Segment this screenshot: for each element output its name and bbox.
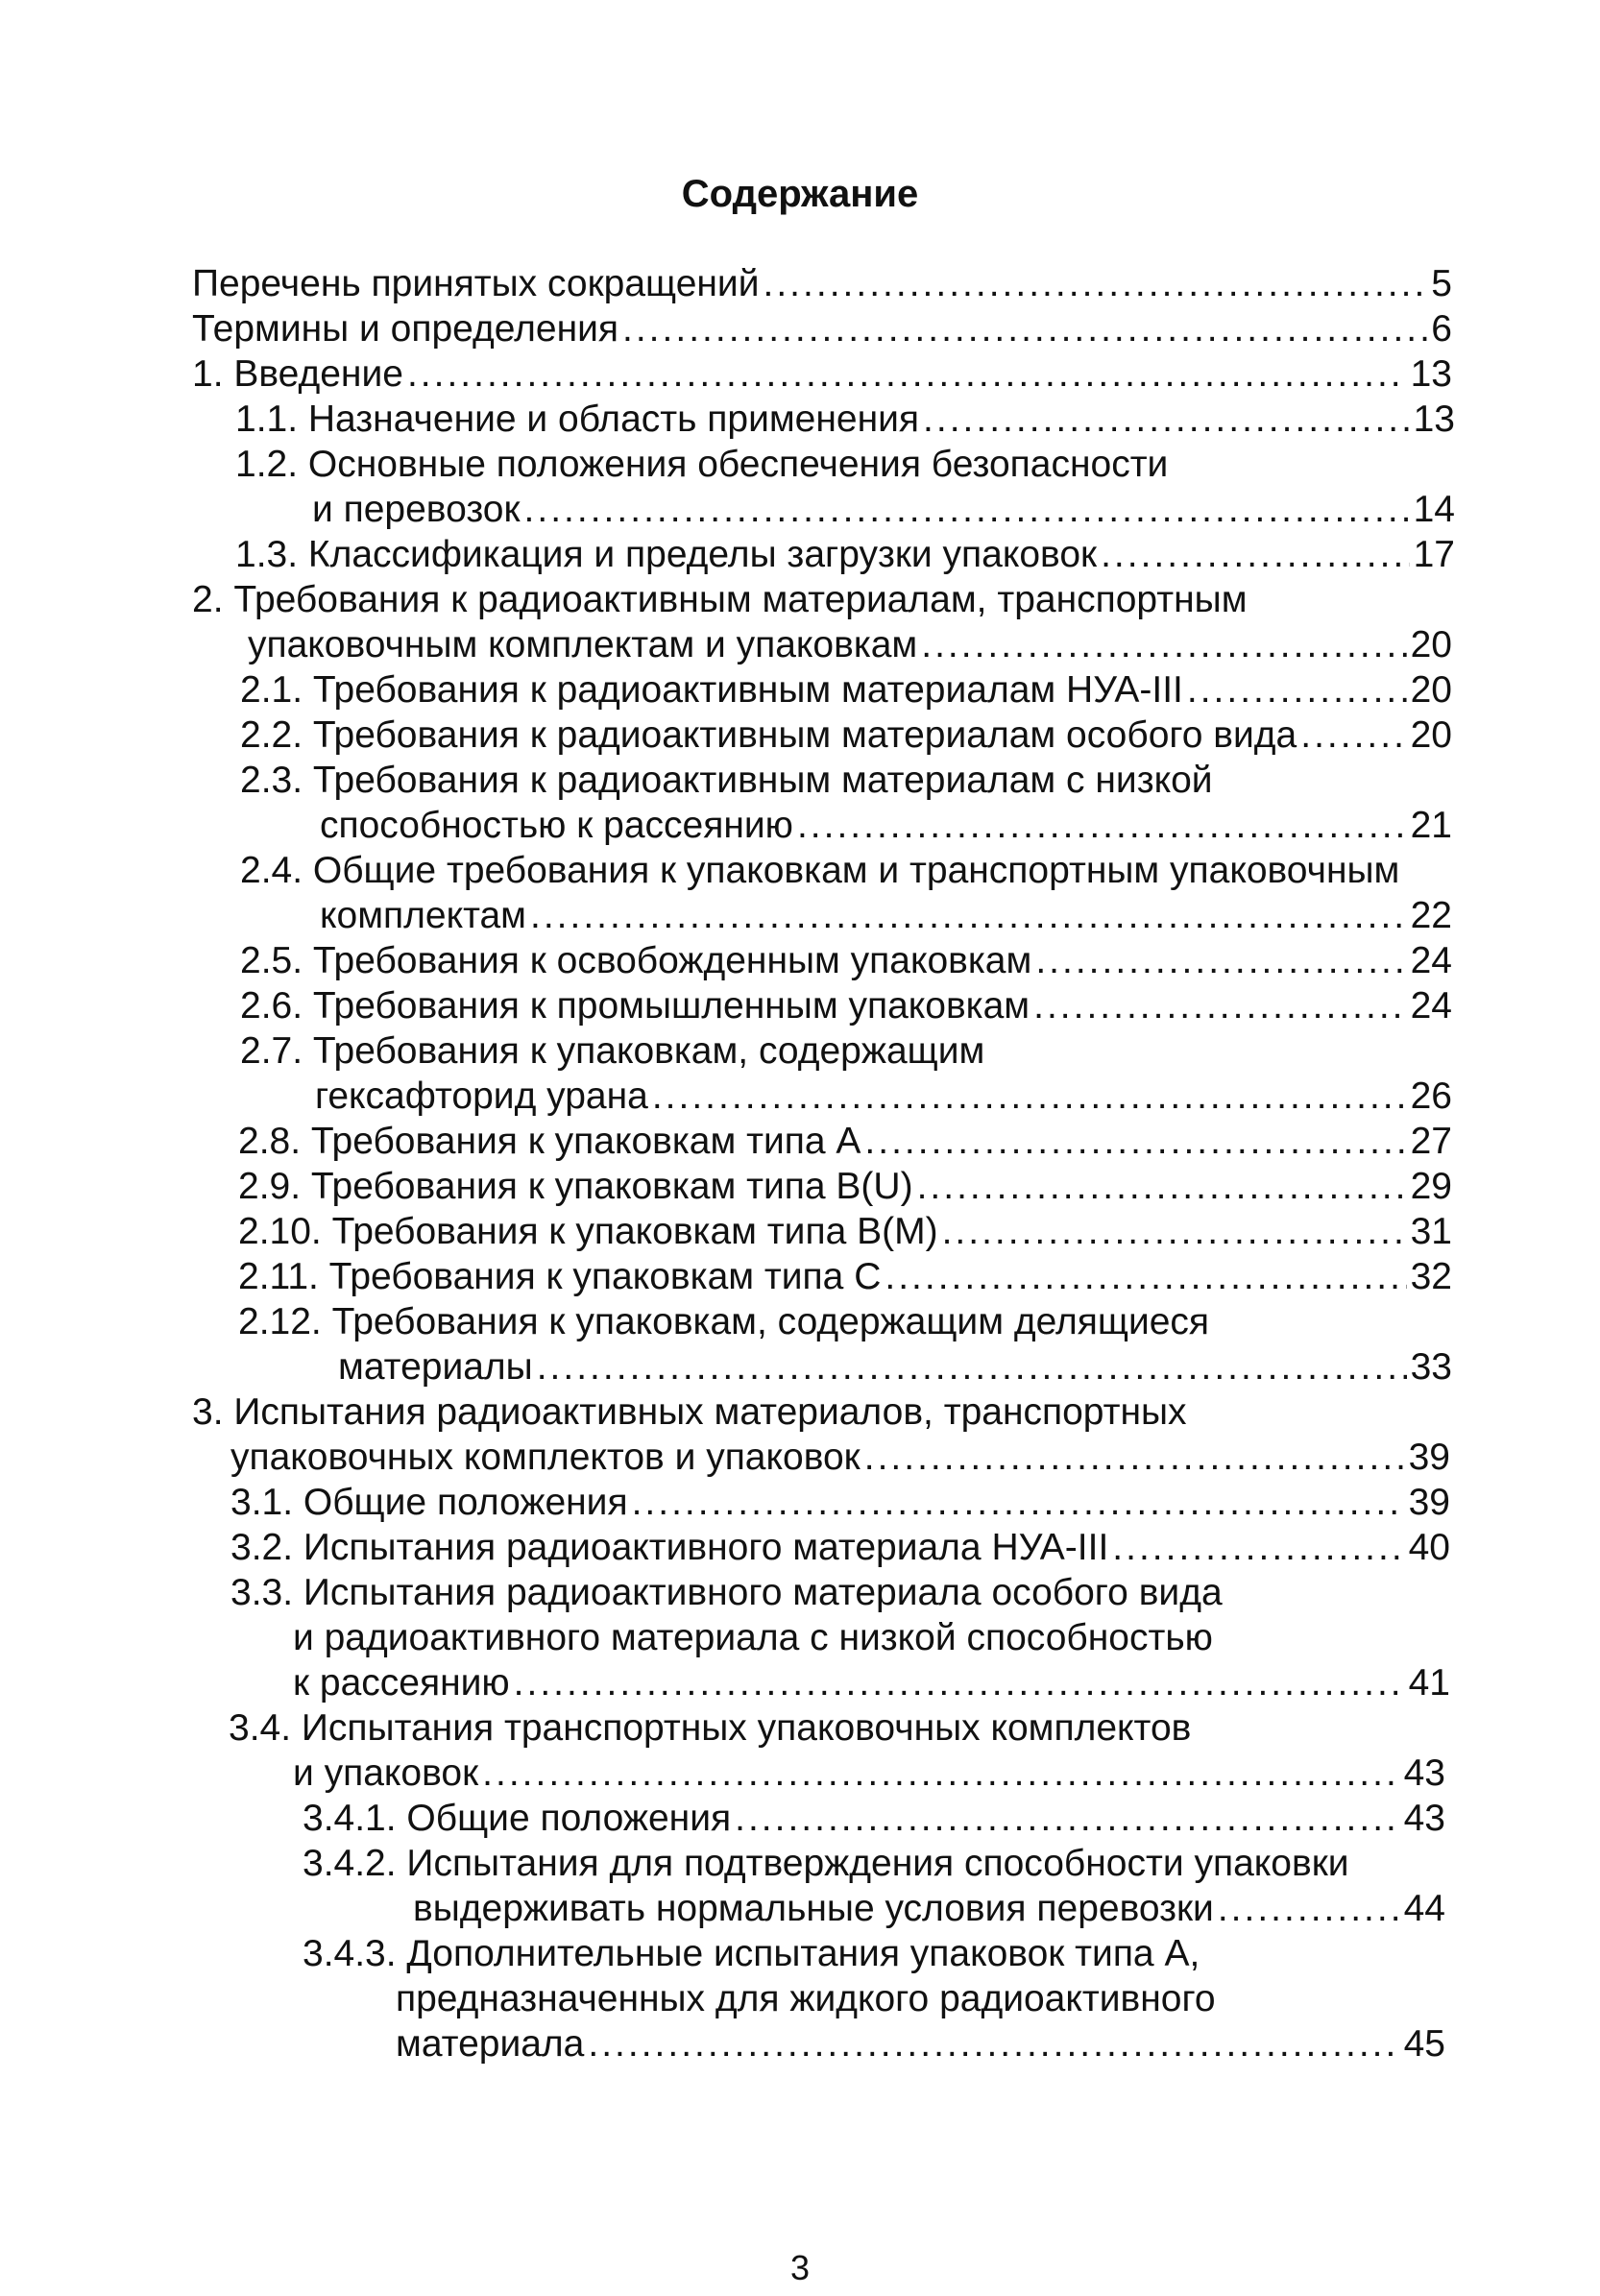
toc-entry bbox=[240, 983, 1452, 1028]
toc-entry-page: 13 bbox=[1413, 399, 1455, 440]
toc-leader-dots bbox=[1112, 1525, 1404, 1570]
toc-leader-dots bbox=[942, 1209, 1407, 1254]
toc-entry bbox=[192, 306, 1452, 351]
toc-leader-dots bbox=[923, 397, 1410, 442]
page-title: Содержание bbox=[681, 173, 919, 215]
toc-entry-page: 41 bbox=[1408, 1662, 1450, 1704]
toc-entry-text: 2.8. Требования к упаковкам типа А bbox=[238, 1121, 861, 1162]
toc-entry-page: 39 bbox=[1408, 1437, 1450, 1478]
toc-entry-page: 6 bbox=[1431, 308, 1452, 350]
toc-leader-dots bbox=[537, 1344, 1407, 1390]
toc-entry-text: комплектам bbox=[320, 895, 526, 936]
toc-entry-page: 43 bbox=[1403, 1798, 1445, 1839]
toc-entry-page: 13 bbox=[1410, 353, 1452, 395]
page-number: 3 bbox=[789, 2248, 811, 2287]
toc-leader-dots bbox=[1101, 532, 1410, 577]
toc-entry-text: 2.11. Требования к упаковкам типа С bbox=[238, 1256, 882, 1297]
toc-entry-page: 27 bbox=[1410, 1121, 1452, 1162]
toc-leader-dots bbox=[917, 1164, 1407, 1209]
toc-entry-page: 45 bbox=[1403, 2023, 1445, 2065]
toc-entry bbox=[312, 487, 1455, 532]
toc-leader-dots bbox=[1033, 983, 1407, 1028]
toc-entry-text: 3.4. Испытания транспортных упаковочных комплектов bbox=[229, 1707, 1192, 1749]
toc-entry bbox=[315, 1074, 1452, 1119]
toc-entry bbox=[413, 1886, 1445, 1931]
toc-entry-page: 43 bbox=[1403, 1752, 1445, 1794]
toc-entry bbox=[192, 1390, 1452, 1435]
toc-entry-text: 2.1. Требования к радиоактивным материалам НУА-III bbox=[240, 669, 1183, 711]
toc-leader-dots bbox=[514, 1660, 1405, 1705]
toc-entry-page: 40 bbox=[1408, 1527, 1450, 1568]
toc-entry-text: к рассеянию bbox=[293, 1662, 510, 1704]
toc-leader-dots bbox=[1218, 1886, 1400, 1931]
toc-entry bbox=[238, 1164, 1452, 1209]
toc-leader-dots bbox=[764, 261, 1428, 306]
toc-leader-dots bbox=[735, 1796, 1400, 1841]
toc-entry-page: 17 bbox=[1413, 534, 1455, 575]
toc-entry-page: 33 bbox=[1410, 1346, 1452, 1388]
toc-leader-dots bbox=[482, 1751, 1399, 1796]
toc-entry-text: 2.10. Требования к упаковкам типа В(М) bbox=[238, 1211, 938, 1252]
toc-entry-page: 5 bbox=[1431, 263, 1452, 304]
toc-leader-dots bbox=[530, 893, 1407, 938]
toc-entry-text: 2.3. Требования к радиоактивным материалам с низкой bbox=[240, 760, 1213, 801]
toc-entry bbox=[303, 1841, 1445, 1886]
toc-entry-text: упаковочным комплектам и упаковкам bbox=[248, 624, 918, 665]
toc-entry-text: Термины и определения bbox=[192, 308, 619, 350]
toc-entry-text: 3.4.2. Испытания для подтверждения способности упаковки bbox=[303, 1843, 1349, 1884]
toc-entry-text: 2.7. Требования к упаковкам, содержащим bbox=[240, 1030, 985, 1072]
toc-leader-dots bbox=[864, 1435, 1405, 1480]
toc-entry-text: 1. Введение bbox=[192, 353, 403, 395]
toc-entry-page: 44 bbox=[1403, 1888, 1445, 1929]
toc-entry bbox=[240, 848, 1455, 893]
toc-entry-page: 20 bbox=[1410, 714, 1452, 756]
toc-entry bbox=[240, 713, 1452, 758]
toc-entry bbox=[238, 1254, 1452, 1299]
toc-entry-text: 1.1. Назначение и область применения bbox=[235, 399, 920, 440]
toc-entry bbox=[320, 893, 1452, 938]
toc-leader-dots bbox=[632, 1480, 1405, 1525]
toc-entry-text: 2.12. Требования к упаковкам, содержащим делящиеся bbox=[238, 1301, 1210, 1342]
toc-entry bbox=[396, 1976, 1445, 2021]
toc-entry-text: 3.2. Испытания радиоактивного материала НУА-III bbox=[230, 1527, 1109, 1568]
toc-entry bbox=[192, 577, 1452, 622]
toc-entry-text: 3.4.3. Дополнительные испытания упаковок типа А, bbox=[303, 1933, 1200, 1974]
toc-entry-text: 2.6. Требования к промышленным упаковкам bbox=[240, 985, 1030, 1027]
toc-leader-dots bbox=[524, 487, 1410, 532]
toc-entry bbox=[293, 1660, 1450, 1705]
toc-entry-text: упаковочных комплектов и упаковок bbox=[230, 1437, 861, 1478]
toc-entry bbox=[230, 1570, 1450, 1615]
toc-entry bbox=[240, 938, 1452, 983]
toc-leader-dots bbox=[1035, 938, 1406, 983]
toc-entry-page: 14 bbox=[1413, 489, 1455, 530]
toc-entry-text: материалы bbox=[338, 1346, 533, 1388]
toc-entry-text: 1.2. Основные положения обеспечения безопасности bbox=[235, 444, 1169, 485]
toc-entry-page: 22 bbox=[1410, 895, 1452, 936]
toc-entry-text: 3.1. Общие положения bbox=[230, 1482, 628, 1523]
toc-leader-dots bbox=[797, 803, 1407, 848]
toc-entry bbox=[240, 758, 1452, 803]
toc-leader-dots bbox=[407, 351, 1407, 397]
toc-entry-text: 2.2. Требования к радиоактивным материалам особого вида bbox=[240, 714, 1297, 756]
toc-entry bbox=[238, 1119, 1452, 1164]
toc-entry-page: 26 bbox=[1410, 1075, 1452, 1117]
toc-entry-text: 3.4.1. Общие положения bbox=[303, 1798, 732, 1839]
toc-leader-dots bbox=[1187, 667, 1407, 713]
toc-entry-page: 39 bbox=[1408, 1482, 1450, 1523]
toc-entry-text: 3. Испытания радиоактивных материалов, транспортных bbox=[192, 1391, 1187, 1433]
toc-entry-text: способностью к рассеянию bbox=[320, 805, 793, 846]
toc-entry-text: 2. Требования к радиоактивным материалам, транспортным bbox=[192, 579, 1248, 620]
toc-entry-text: и перевозок bbox=[312, 489, 521, 530]
toc-entry bbox=[338, 1344, 1452, 1390]
toc-entry-text: выдерживать нормальные условия перевозки bbox=[413, 1888, 1214, 1929]
toc-entry bbox=[303, 1931, 1445, 1976]
toc-entry-text: материала bbox=[396, 2023, 585, 2065]
toc-entry-text: 2.5. Требования к освобожденным упаковкам bbox=[240, 940, 1032, 981]
toc-entry-page: 32 bbox=[1410, 1256, 1452, 1297]
toc-entry-page: 29 bbox=[1410, 1166, 1452, 1207]
toc-leader-dots bbox=[588, 2021, 1399, 2066]
toc-entry bbox=[229, 1705, 1450, 1751]
toc-entry bbox=[235, 532, 1455, 577]
toc-entry bbox=[293, 1751, 1445, 1796]
toc-entry-page: 21 bbox=[1410, 805, 1452, 846]
toc-entry bbox=[248, 622, 1452, 667]
toc-entry-page: 31 bbox=[1410, 1211, 1452, 1252]
toc-leader-dots bbox=[622, 306, 1427, 351]
toc-entry-text: предназначенных для жидкого радиоактивного bbox=[396, 1978, 1216, 2019]
toc-leader-dots bbox=[1300, 713, 1406, 758]
toc-entry-page: 24 bbox=[1410, 985, 1452, 1027]
toc-entry bbox=[320, 803, 1452, 848]
toc-entry bbox=[230, 1435, 1450, 1480]
toc-entry-text: 3.3. Испытания радиоактивного материала особого вида bbox=[230, 1572, 1223, 1613]
toc-entry-text: 2.4. Общие требования к упаковкам и транспортным упаковочным bbox=[240, 850, 1400, 891]
toc-leader-dots bbox=[885, 1254, 1406, 1299]
toc-entry bbox=[303, 1796, 1445, 1841]
toc-entry bbox=[235, 397, 1455, 442]
toc-entry bbox=[293, 1615, 1450, 1660]
toc-leader-dots bbox=[864, 1119, 1406, 1164]
toc-entry bbox=[230, 1480, 1450, 1525]
toc-entry bbox=[192, 351, 1452, 397]
toc-entry-page: 20 bbox=[1410, 669, 1452, 711]
toc-entry-text: 1.3. Классификация и пределы загрузки упаковок bbox=[235, 534, 1098, 575]
toc-entry bbox=[240, 1028, 1452, 1074]
toc-entry bbox=[230, 1525, 1450, 1570]
toc-entry bbox=[238, 1299, 1452, 1344]
toc-entry bbox=[240, 667, 1452, 713]
toc-entry-text: 2.9. Требования к упаковкам типа В(U) bbox=[238, 1166, 913, 1207]
toc-entry-page: 24 bbox=[1410, 940, 1452, 981]
toc-entry-text: Перечень принятых сокращений bbox=[192, 263, 760, 304]
toc-entry-page: 20 bbox=[1410, 624, 1452, 665]
toc-entry bbox=[238, 1209, 1452, 1254]
toc-entry-text: и упаковок bbox=[293, 1752, 479, 1794]
toc-leader-dots bbox=[921, 622, 1406, 667]
toc-entry-text: и радиоактивного материала с низкой способностью bbox=[293, 1617, 1213, 1658]
toc-entry bbox=[192, 261, 1452, 306]
toc-leader-dots bbox=[652, 1074, 1407, 1119]
toc-entry bbox=[396, 2021, 1445, 2066]
toc-entry-text: гексафторид урана bbox=[315, 1075, 648, 1117]
toc-entry bbox=[235, 442, 1455, 487]
